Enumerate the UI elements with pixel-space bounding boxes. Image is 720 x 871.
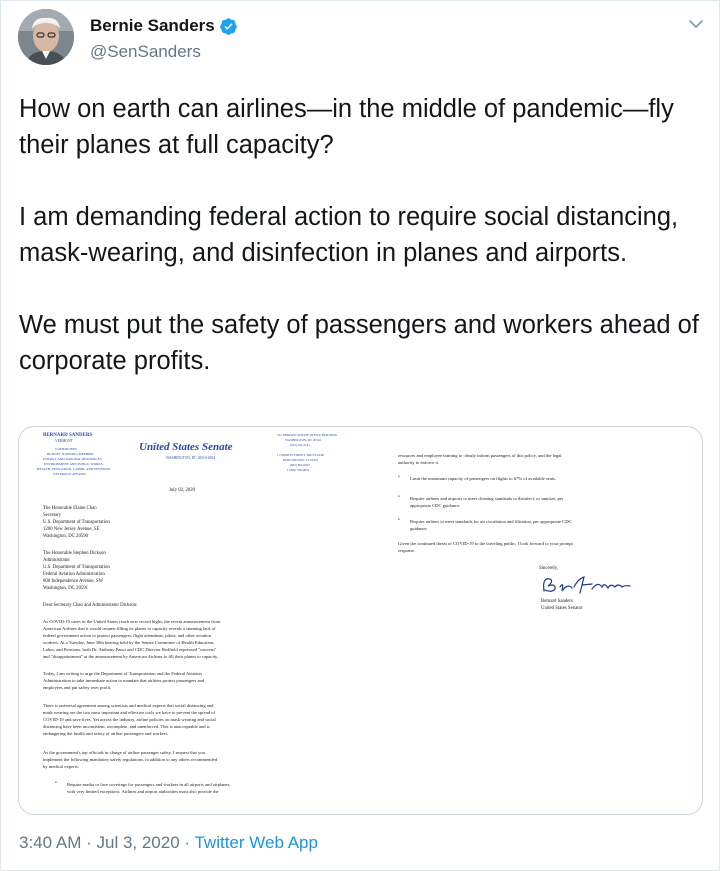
letter-committee-line: VETERANS' AFFAIRS (53, 472, 86, 476)
letter-office-line: 1 (800) 339-9834 (287, 468, 310, 472)
letter-office-line: WASHINGTON, DC 20510 (285, 438, 321, 442)
tweet-footer (19, 833, 318, 853)
letter-recipient-line: 800 Independence Avenue, SW (43, 579, 104, 584)
footer-separator: · (81, 833, 97, 852)
bullet-icon: • (398, 518, 400, 523)
letter-body-line: authority to enforce it. (398, 460, 440, 465)
letter-committee-line: HEALTH, EDUCATION, LABOR, AND PENSIONS (37, 467, 111, 471)
tweet-source-app[interactable]: Twitter Web App (194, 833, 318, 852)
letter-body-line: resources and employee training to clearly inform passengers of this policy, and the legal (398, 453, 562, 458)
tweet-time[interactable]: 3:40 AM (19, 833, 82, 852)
letter-office-line: (802) 862-0697 (290, 463, 310, 467)
letter-date: July 02, 2020 (169, 488, 195, 493)
letter-body-line: distancing have been inconsistent, incomplete, and unenforced. This is unacceptable and is (43, 724, 210, 729)
letter-recipient-line: Secretary (43, 513, 62, 518)
letter-body-line: Today, I am writing to urge the Department of Transportation and the Federal Aviation (43, 671, 202, 676)
letter-sincerely: Sincerely, (539, 566, 559, 571)
letter-office-line: 1 CHURCH STREET, 3RD FLOOR (277, 453, 324, 457)
letter-recipient-line: The Honorable Elaine Chao (43, 506, 97, 511)
letter-body-line: workers. At a Tuesday, June 30th hearing held by the Senate Committee of Health Education, (43, 640, 215, 645)
footer-separator: · (179, 833, 195, 852)
letter-senate-address: WASHINGTON, DC 20510-4504 (166, 456, 215, 460)
tweet-text (19, 91, 709, 379)
letter-body-line: by medical experts: (43, 764, 79, 769)
letter-recipient-line: Washington, DC 20591 (43, 586, 89, 591)
letter-committee-line: ENVIRONMENT AND PUBLIC WORKS (44, 462, 103, 466)
letter-body-line: with very limited exceptions. Airlines and airport authorities must also provide the (67, 789, 219, 794)
letter-signer-title: United States Senator (541, 606, 583, 611)
letter-office-line: (202) 224-5141 (290, 443, 310, 447)
letter-recipient-line: 1200 New Jersey Avenue, SE (43, 527, 100, 532)
letter-body-line: There is universal agreement among scientists and medical experts that social distancing and (43, 703, 214, 708)
letter-committee-line: ENERGY AND NATURAL RESOURCES (43, 457, 102, 461)
letter-body-line: Require airlines and airports to meet cleaning standards to disinfect, or sanitize, per (410, 496, 564, 501)
tweet-paragraph-3: We must put the safety of passengers and workers ahead of corporate profits. (19, 311, 699, 375)
letter-body-line: response. (398, 548, 416, 553)
letter-committee-line: BUDGET, RANKING MEMBER (47, 452, 94, 456)
letter-body-line: As the government's top officials in charge of airline passenger safety, I request that you (43, 750, 205, 755)
letter-body-line: appropriate CDC guidance. (410, 503, 461, 508)
letter-body-line: Given the continued threat of COVID-19 to the traveling public, I look forward to your prompt (398, 541, 573, 546)
letter-body-line: COVID-19 and save lives. Yet across the industry, airline policies on mask wearing and social (43, 717, 216, 722)
bullet-icon: • (398, 495, 400, 500)
letter-recipient-line: U.S. Department of Transportation (43, 565, 110, 570)
letter-body-line: Administration to take immediate action to mandate that airlines protect passengers and (43, 678, 205, 683)
letter-body-line: Require masks or face coverings for passengers and workers in all airports and airplanes, (67, 782, 231, 787)
chevron-down-icon[interactable] (687, 15, 705, 33)
letter-body-line: mask wearing are the two most important and effective tools we have to prevent the spread of (43, 710, 216, 715)
tweet-paragraph-2: I am demanding federal action to require social distancing, mask-wearing, and disinfection in planes and airports. (19, 203, 679, 267)
letter-recipient-line: The Honorable Stephen Dickson (43, 551, 106, 556)
letter-body-line: As COVID-19 cases in the United States reach new record highs, the recent announcement from (43, 619, 221, 624)
letter-sender-state: VERMONT (55, 439, 73, 443)
letter-document (19, 427, 702, 814)
letter-sender-header: BERNARD SANDERS (43, 433, 93, 438)
letter-body-line: American Airlines that it would resume filling its planes to capacity reveals a stunning lack of (43, 626, 216, 631)
letter-image[interactable] (18, 426, 703, 815)
letter-office-line: BURLINGTON, VT 05401 (283, 458, 319, 462)
letter-body-line: Labor, and Pensions, both Dr. Anthony Fauci and CDC Director Redfield expressed "concern" (43, 647, 217, 652)
letter-signer-name: Bernard Sanders (541, 599, 573, 604)
author-handle[interactable]: @SenSanders (90, 42, 201, 61)
tweet-paragraph-1: How on earth can airlines—in the middle of pandemic—fly their planes at full capacity? (19, 95, 674, 159)
letter-body-line: Limit the maximum capacity of passengers on flights to 67% of available seats. (410, 476, 557, 481)
letter-salutation: Dear Secretary Chao and Administrator Dickson: (43, 603, 138, 608)
letter-recipient-line: Washington, DC 20590 (43, 534, 89, 539)
letter-office-line: 332 DIRKSEN SENATE OFFICE BUILDING (277, 433, 338, 437)
author-name[interactable]: Bernie Sanders (90, 16, 215, 35)
avatar[interactable] (18, 9, 74, 65)
letter-body-line: and "disappointment" at the announcement by American Airlines to fill their planes to capacity. (43, 654, 219, 659)
verified-badge-icon (219, 17, 238, 36)
bullet-icon: • (55, 781, 57, 786)
letter-senate-title: United States Senate (139, 441, 233, 453)
letter-committee-line: COMMITTEES (55, 447, 78, 451)
letter-body-line: employees and put safety over profit. (43, 685, 112, 690)
letter-body-line: guidance. (410, 526, 428, 531)
letter-recipient-line: U.S. Department of Transportation (43, 520, 110, 525)
letter-recipient-line: Administrator (43, 558, 70, 563)
letter-body-line: federal government action to protect passengers, flight attendants, pilots, and other aviation (43, 633, 211, 638)
letter-body-line: endangering the health and safety of airline passengers and workers. (43, 731, 169, 736)
letter-recipient-line: Federal Aviation Administration (43, 572, 105, 577)
letter-body-line: Require airlines to meet standards for air circulation and filtration, per appropriate CDC (410, 519, 572, 524)
letter-body-line: implement the following mandatory safety regulations, in addition to any others recommended (43, 757, 218, 762)
bullet-icon: • (398, 475, 400, 480)
signature-image (538, 573, 633, 597)
tweet-date[interactable]: Jul 3, 2020 (96, 833, 180, 852)
author-name-row[interactable] (90, 16, 238, 36)
